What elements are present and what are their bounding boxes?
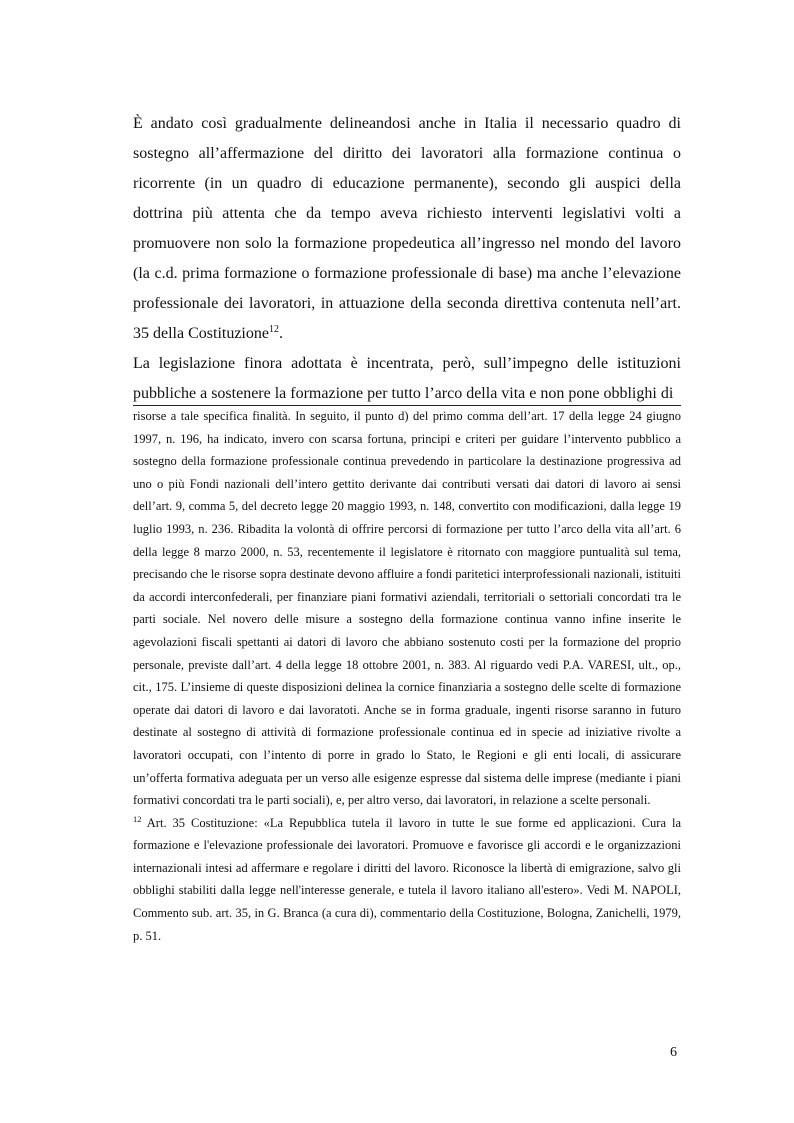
paragraph-1 xyxy=(133,109,681,349)
paragraph-1-text: È andato così gradualmente delineandosi anche in Italia il necessario quadro di sostegno all’affermazione del diritto dei lavoratori alla formazione continua o ricorrente (in un quadro di educazione permanente), secondo gli auspici della dottrina più attenta che da tempo aveva richiesto interventi legislativi volti a promuovere non solo la formazione propedeutica all’ingresso nel mondo del lavoro (la c.d. prima formazione o formazione professionale di base) ma anche l’elevazione professionale dei lavoratori, in attuazione della seconda direttiva contenuta nell’art. 35 della Costituzione xyxy=(133,115,681,342)
footnote-continued: risorse a tale specifica finalità. In seguito, il punto d) del primo comma dell’art. 17 della legge 24 giugno 1997, n. 196, ha indicato, invero con scarsa fortuna, principi e criteri per guidare l’intervento pubblico a sostegno della formazione professionale continua prevedendo in particolare la destinazione progressiva ad uno o più Fondi nazionali dell’intero gettito derivante dai contributi versati dai datori di lavoro ai sensi dell’art. 9, comma 5, del decreto legge 20 maggio 1993, n. 148, convertito con modificazioni, dalla legge 19 luglio 1993, n. 236. Ribadita la volontà di offrire percorsi di formazione per tutto l’arco della vita all’art. 6 della legge 8 marzo 2000, n. 53, recentemente il legislatore è ritornato con maggiore puntualità sul tema, precisando che le risorse sopra destinate devono affluire a fondi paritetici interprofessionali nazionali, istituiti da accordi interconfederali, per finanziare piani formativi aziendali, territoriali o settoriali concordati tra le parti sociale. Nel novero delle misure a sostegno della formazione continua vanno infine inserite le agevolazioni fiscali spettanti ai datori di lavoro che abbiano sostenuto costi per la formazione del proprio personale, previste dall’art. 4 della legge 18 ottobre 2001, n. 383. Al riguardo vedi P.A. VARESI, ult., op., cit., 175. L’insieme di queste disposizioni delinea la cornice finanziaria a sostegno delle scelte di formazione operate dai datori di lavoro e dai lavoratoti. Anche se in forma graduale, ingenti risorse saranno in futuro destinate al sostegno di attività di formazione professionale continua ed in specie ad iniziative rivolte a lavoratori occupati, con l’intento di porre in grado lo Stato, le Regioni e gli enti locali, di assicurare un’offerta formativa adeguata per un verso alle esigenze espresse dal sistema delle imprese (mediante i piani formativi concordati tra le parti sociali), e, per altro verso, dai lavoratori, in relazione a scelte personali. xyxy=(133,409,681,808)
paragraph-2: La legislazione finora adottata è incentrata, però, sull’impegno delle istituzioni pubbliche a sostenere la formazione per tutto l’arco della vita e non pone obblighi di xyxy=(133,355,681,402)
paragraph-1-end: . xyxy=(278,325,283,342)
footnote-12 xyxy=(133,812,681,948)
footnote-ref-12[interactable]: 12 xyxy=(268,324,279,335)
page-number: 6 xyxy=(670,1045,677,1060)
footnote-12-text: Art. 35 Costituzione: «La Repubblica tutela il lavoro in tutte le sue forme ed applicazioni. Cura la formazione e l'elevazione professionale dei lavoratori. Promuove e favorisce gli accordi e le organizzazioni internazionali intesi ad affermare e regolare i diritti del lavoro. Riconosce la libertà di emigrazione, salvo gli obblighi stabiliti dalla legge nell'interesse generale, e tutela il lavoro italiano all'estero». Vedi M. NAPOLI, Commento sub. art. 35, in G. Branca (a cura di), commentario della Costituzione, Bologna, Zanichelli, 1979, p. 51. xyxy=(133,815,681,943)
body-text xyxy=(133,109,681,409)
footnotes xyxy=(133,405,681,947)
footnote-12-mark: 12 xyxy=(133,813,142,824)
